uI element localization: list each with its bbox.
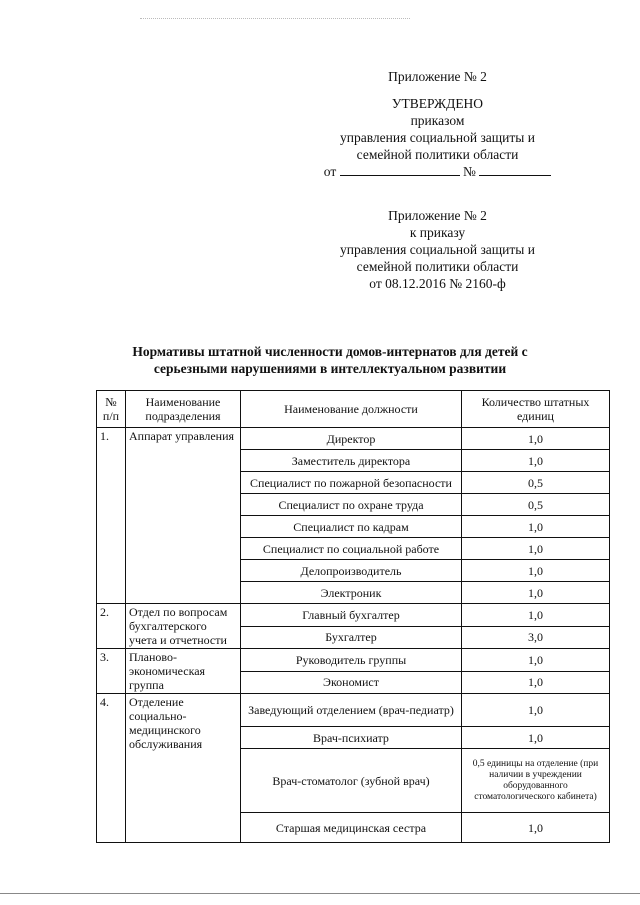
- position-cell: Заместитель директора: [241, 450, 462, 472]
- table-row: [97, 649, 610, 672]
- dept2-line-1: управления социальной защиты и: [340, 242, 535, 257]
- appendix-label: Приложение № 2: [388, 69, 487, 84]
- position-cell: Специалист по охране труда: [241, 494, 462, 516]
- position-cell: Директор: [241, 428, 462, 450]
- appendix-header: [315, 207, 560, 292]
- to-order-label: к приказу: [409, 225, 466, 240]
- quantity-cell: 1,0: [462, 450, 610, 472]
- table-row: [97, 694, 610, 727]
- quantity-cell: 0,5: [462, 494, 610, 516]
- position-cell: Врач-стоматолог (зубной врач): [241, 749, 462, 813]
- table-row: [97, 428, 610, 450]
- group-num: 2.: [97, 604, 126, 649]
- table-header-row: [97, 391, 610, 428]
- group-dept: Отделение социально-медицинского обслуживания: [126, 694, 241, 843]
- quantity-cell: 1,0: [462, 582, 610, 604]
- group-dept: Планово-экономическая группа: [126, 649, 241, 694]
- group-dept: Аппарат управления: [126, 428, 241, 604]
- title-line-2: серьезными нарушениями в интеллектуальном развитии: [153, 361, 507, 376]
- approved-label: УТВЕРЖДЕНО: [391, 96, 484, 111]
- quantity-cell: 1,0: [462, 604, 610, 627]
- quantity-cell: 0,5: [462, 472, 610, 494]
- quantity-cell: 3,0: [462, 626, 610, 649]
- group-num: 1.: [97, 428, 126, 604]
- number-label: №: [462, 164, 476, 179]
- title-line-1: Нормативы штатной численности домов-интернатов для детей с: [132, 344, 528, 359]
- by-order-label: приказом: [410, 113, 465, 128]
- scan-artifact-bottom: [0, 893, 640, 894]
- dept-line-2: семейной политики области: [356, 147, 519, 162]
- scan-artifact-top: [140, 18, 410, 19]
- approval-header: [315, 68, 560, 180]
- position-cell: Электроник: [241, 582, 462, 604]
- position-cell: Руководитель группы: [241, 649, 462, 672]
- group-dept: Отдел по вопросам бухгалтерского учета и отчетности: [126, 604, 241, 649]
- quantity-cell: 1,0: [462, 671, 610, 694]
- staffing-table: [96, 390, 610, 843]
- group-num: 4.: [97, 694, 126, 843]
- quantity-cell: 1,0: [462, 813, 610, 843]
- appendix2-label: Приложение № 2: [388, 208, 487, 223]
- position-cell: Специалист по пожарной безопасности: [241, 472, 462, 494]
- position-cell: Главный бухгалтер: [241, 604, 462, 627]
- quantity-cell: 1,0: [462, 694, 610, 727]
- quantity-cell: 1,0: [462, 560, 610, 582]
- document-title: [60, 343, 600, 377]
- position-cell: Врач-психиатр: [241, 727, 462, 749]
- position-cell: Специалист по кадрам: [241, 516, 462, 538]
- date-blank: [340, 163, 460, 176]
- position-cell: Заведующий отделением (врач-педиатр): [241, 694, 462, 727]
- table-row: [97, 604, 610, 627]
- position-cell: Специалист по социальной работе: [241, 538, 462, 560]
- col-qty-header: Количество штатных единиц: [462, 391, 610, 428]
- date-number-line: [315, 163, 560, 180]
- order-date-number: от 08.12.2016 № 2160-ф: [369, 276, 506, 291]
- dept-line-1: управления социальной защиты и: [340, 130, 535, 145]
- quantity-cell: 1,0: [462, 538, 610, 560]
- col-dept-header: Наименование подразделения: [126, 391, 241, 428]
- position-cell: Бухгалтер: [241, 626, 462, 649]
- position-cell: Старшая медицинская сестра: [241, 813, 462, 843]
- quantity-cell: 1,0: [462, 428, 610, 450]
- col-pos-header: Наименование должности: [241, 391, 462, 428]
- quantity-cell: 1,0: [462, 727, 610, 749]
- quantity-note-cell: 0,5 единицы на отделение (при наличии в учреждении оборудованного стоматологического кабинета): [462, 749, 610, 813]
- from-label: от: [323, 164, 337, 179]
- group-num: 3.: [97, 649, 126, 694]
- number-blank: [479, 163, 551, 176]
- quantity-cell: 1,0: [462, 649, 610, 672]
- position-cell: Экономист: [241, 671, 462, 694]
- position-cell: Делопроизводитель: [241, 560, 462, 582]
- col-num-header: № п/п: [97, 391, 126, 428]
- dept2-line-2: семейной политики области: [356, 259, 519, 274]
- quantity-cell: 1,0: [462, 516, 610, 538]
